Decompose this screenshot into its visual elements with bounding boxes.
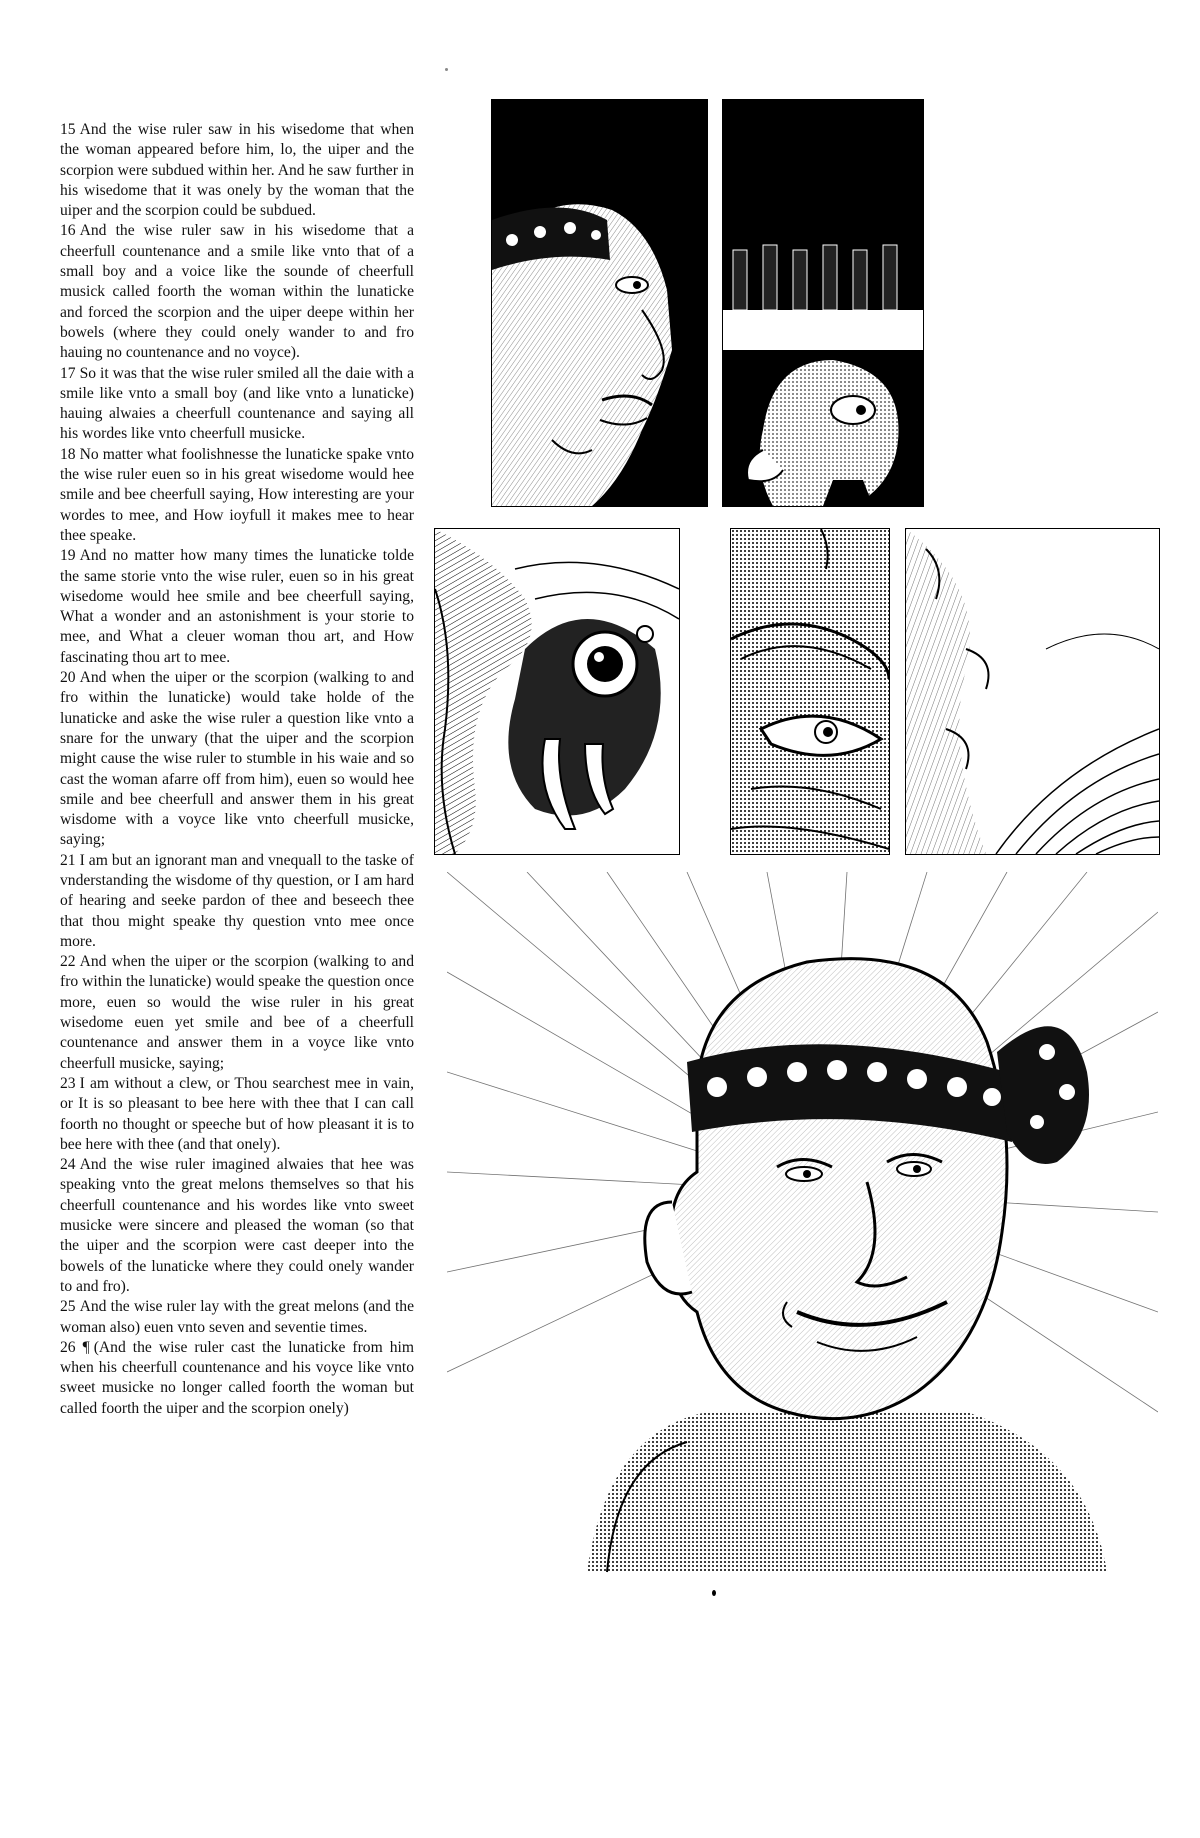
verse-number: 19 [60, 547, 76, 565]
verse-text: So it was that the wise ruler smiled all the daie with a smile like vnto a small boy (and like vnto a lunaticke) hauing alwaies a cheerfull countenance and saying all his wordes like vnto cheerfull musicke. [60, 364, 414, 443]
verse-text: And the wise ruler saw in his wisedome that a cheerfull countenance and a smile like vnto that of a small boy and a voice like the sounde of cheerfull musick called foorth the woman within the lunaticke and forced the scorpion and the uiper deepe within her bowels (where they could onely wander to and fro hauing no countenance and no voyce). [60, 222, 414, 362]
verse-number: 26 ¶ [60, 1338, 90, 1356]
verse-text: I am without a clew, or Thou searchest mee in vain, or It is so pleasant to bee here with thee that I can call foorth no thought or speeche but of how pleasant it is to bee here with thee (and that onely). [60, 1074, 414, 1153]
verse-26 [60, 1338, 414, 1419]
verse-16 [60, 221, 414, 363]
verse-text: And the wise ruler imagined alwaies that hee was speaking vnto the great melons themselves so that his cheerfull countenance and his wordes like vnto sweet musicke were sincere and pleased the woman (so that the uiper and the scorpion were cast deeper into the bowels of the lunaticke where they could onely wander to and fro). [60, 1156, 414, 1295]
verse-text: And when the uiper or the scorpion (walking to and fro within the lunaticke) would take holde of the lunaticke and aske the wise ruler a question like vnto a snare for the unwary (that the uiper and the scorpion might cause the wise ruler to stumble in his waie and so cast the woman afarre off from him), euen so would hee smile and bee cheerfull and answer them in his great wisdome with a voyce like vnto cheerfull musicke, saying; [60, 669, 414, 849]
panel-aardvark-eye [730, 528, 890, 855]
verse-text: I am but an ignorant man and vnequall to the taske of vnderstanding the wisdome of thy question, or I am hard of hearing and seeke pardon of thee and beseech thee that thou might speake thy question vnto mee once more. [60, 851, 414, 950]
page-speck [712, 1590, 716, 1596]
panel-hatched-face [905, 528, 1160, 855]
verse-number: 23 [60, 1074, 76, 1092]
verse-number: 17 [60, 364, 76, 382]
verse-22 [60, 952, 414, 1074]
panel-aardvark-bar [722, 99, 924, 507]
verse-number: 18 [60, 445, 76, 463]
verse-text: And the wise ruler lay with the great melons (and the woman also) euen vnto seven and seventie times. [60, 1298, 414, 1336]
verse-21 [60, 851, 414, 952]
verse-number: 16 [60, 222, 76, 240]
verse-text: No matter what foolishnesse the lunaticke spake vnto the wise ruler euen so in his great wisedome would hee smile and bee cheerfull saying, How interesting are your wordes to mee, and How ioyfull it makes mee to hear thee speake. [60, 445, 414, 544]
verse-23 [60, 1074, 414, 1155]
verse-20 [60, 668, 414, 851]
smiling-man-illustration [447, 872, 1158, 1582]
verse-text: And no matter how many times the lunaticke tolde the same storie vnto the wise ruler, euen so in his great wisedome would hee smile and bee cheerfull saying, What a wonder and an astonishment is your storie to mee, and What a cleuer woman thou art, and How fascinating thou art to mee. [60, 547, 414, 666]
man-profile-illustration [492, 100, 707, 506]
verse-25 [60, 1297, 414, 1338]
aardvark-bar-illustration [723, 100, 923, 506]
verse-number: 15 [60, 121, 76, 138]
page-speck [445, 68, 448, 71]
panel-eyeball-creature [434, 528, 680, 855]
verse-17 [60, 364, 414, 445]
verse-24 [60, 1155, 414, 1297]
panel-man-headband-profile [491, 99, 708, 507]
verse-text: And when the uiper or the scorpion (walking to and fro within the lunaticke) would speake the question once more, euen so would the wise ruler in his great wisedome euen yet smile and bee of a cheerfull countenance and answer them in a voyce like vnto cheerfull musicke, saying; [60, 953, 414, 1072]
aardvark-eye-illustration [731, 529, 889, 854]
verse-19 [60, 546, 414, 668]
verse-15 [60, 120, 414, 221]
verse-number: 21 [60, 851, 76, 869]
verse-text: And the wise ruler saw in his wisedome that when the woman appeared before him, lo, the uiper and the scorpion were subdued within her. And he saw further in his wisedome that it was onely by the woman that the uiper and the scorpion could be subdued. [60, 121, 414, 220]
verse-number: 25 [60, 1298, 76, 1316]
verse-column [60, 120, 414, 1419]
verse-text: (And the wise ruler cast the lunaticke from him when his cheerfull countenance and his voyce like vnto sweet musicke no longer called foorth the woman but called foorth the uiper and the scorpion onely) [60, 1338, 414, 1417]
verse-18 [60, 445, 414, 546]
verse-number: 24 [60, 1156, 76, 1174]
hatched-face-illustration [906, 529, 1159, 854]
verse-number: 22 [60, 953, 76, 971]
panel-man-headband-smiling [447, 872, 1158, 1582]
verse-number: 20 [60, 669, 76, 687]
eyeball-creature-illustration [435, 529, 679, 854]
